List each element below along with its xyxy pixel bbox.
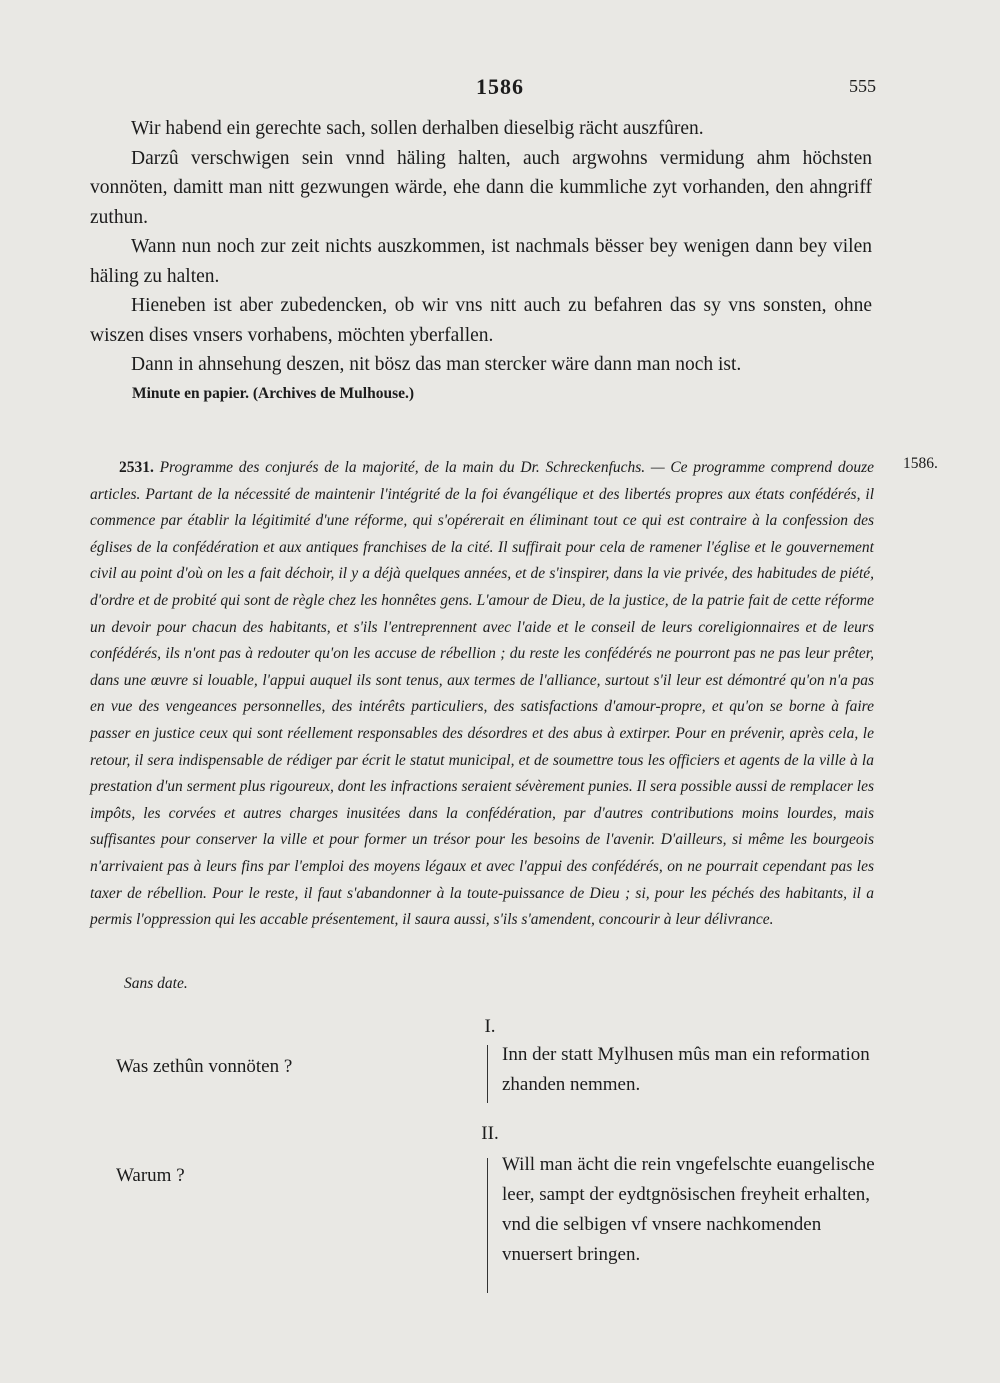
date-note: Sans date.: [124, 975, 188, 992]
column-divider: [487, 1045, 488, 1103]
paragraph: Wann nun noch zur zeit nichts auszkommen, ist nachmals bësser bey wenigen dann bey vilen häling zu halten.: [90, 236, 872, 287]
margin-year: 1586.: [903, 455, 938, 472]
paragraph: Hieneben ist aber zubedencken, ob wir vns nitt auch zu befahren das sy vns sonsten, ohne wiszen dises vnsers vorhabens, möchten yberfallen.: [90, 295, 872, 346]
page-number: 555: [849, 76, 876, 96]
article-question: Was zethûn vonnöten ?: [116, 1056, 293, 1077]
article-numeral: I.: [484, 1016, 496, 1037]
column-divider: [487, 1158, 488, 1293]
paragraph: Dann in ahnsehung deszen, nit bösz das man stercker wäre dann man noch ist.: [131, 354, 742, 375]
article-numeral: II.: [481, 1123, 499, 1144]
document-number: 2531.: [119, 459, 154, 476]
document-text: Programme des conjurés de la majorité, de la main du Dr. Schreckenfuchs. — Ce programme comprend douze articles. Partant de la nécessité de maintenir l'intégrité de la foi évangélique et des libertés propres aux états confédérés, il commence par établir la légitimité d'une réforme, qui s'opérerait en éliminant tout ce qui est contraire à la confession des églises de la confédération et aux antiques franchises de la cité. Il suffirait pour cela de ramener l'église et le gouvernement civil au point d'où on les a fait déchoir, il y a déjà quelques années, et de s'inspirer, dans la vie privée, des habitudes de piété, d'ordre et de probité qui sont de règle chez les honnêtes gens. L'amour de Dieu, de la justice, de la patrie fait de cette réforme un devoir pour chacun des habitants, et s'ils l'entreprennent avec l'aide et le conseil de leurs coreligionnaires et de leurs confédérés, ils n'ont pas à redouter qu'on les accuse de rébellion ; du reste les confédérés ne pourront pas ne pas leur prêter, dans une œuvre si louable, l'appui auquel ils sont tenus, aux termes de l'alliance, surtout s'il leur est démontré qu'on n'a pas en vue des vengeances personnelles, des intérêts particuliers, des satisfactions d'amour-propre, et qu'on se borne à faire passer en justice ceux qui sont réellement responsables des désordres et des abus à extirper. Pour en prévenir, après cela, le retour, il sera indispensable de rédiger par écrit le statut municipal, et de soumettre tous les officiers et agents de la ville à la prestation d'un serment plus rigoureux, dont les infractions seraient sévèrement punies. Il sera possible aussi de remplacer les impôts, les corvées et autres charges inusitées dans la confédération, par d'autres contributions moins lourdes, mais suffisantes pour conserver la ville et pour former un trésor pour les besoins de l'avenir. D'ailleurs, si même les bourgeois n'arrivaient pas à leurs fins par l'emploi des moyens légaux et avec l'appui des confédérés, on ne pourrait cependant pas les taxer de rébellion. Pour le reste, il faut s'abandonner à la toute-puissance de Dieu ; si, pour les péchés des habitants, il a permis l'oppression qui les accable présentement, il saura aussi, s'ils s'amendent, concourir à leur délivrance.: [90, 459, 874, 929]
article-answer: Will man ächt die rein vngefelschte euangelische leer, sampt der eydtgnösischen freyheit erhalten, vnd die selbigen vf vnsere nachkomenden vnuersert bringen.: [502, 1154, 875, 1265]
article-question: Warum ?: [116, 1165, 185, 1186]
document-paragraph: [90, 455, 874, 934]
paragraph: Wir habend ein gerechte sach, sollen derhalben dieselbig rächt auszfûren.: [131, 118, 704, 139]
source-note: Minute en papier. (Archives de Mulhouse.): [132, 385, 415, 402]
article-answer: Inn der statt Mylhusen mûs man ein reformation zhanden nemmen.: [502, 1044, 870, 1095]
german-text-block: [90, 114, 872, 380]
paragraph: Darzû verschwigen sein vnnd häling halten, auch argwohns vermidung ahm höchsten vonnöten, damitt man nitt gezwungen wärde, ehe dann die kummliche zyt vorhanden, den ahngriff zuthun.: [90, 147, 872, 228]
running-head-year: 1586: [476, 74, 524, 99]
document-summary: [90, 455, 874, 934]
